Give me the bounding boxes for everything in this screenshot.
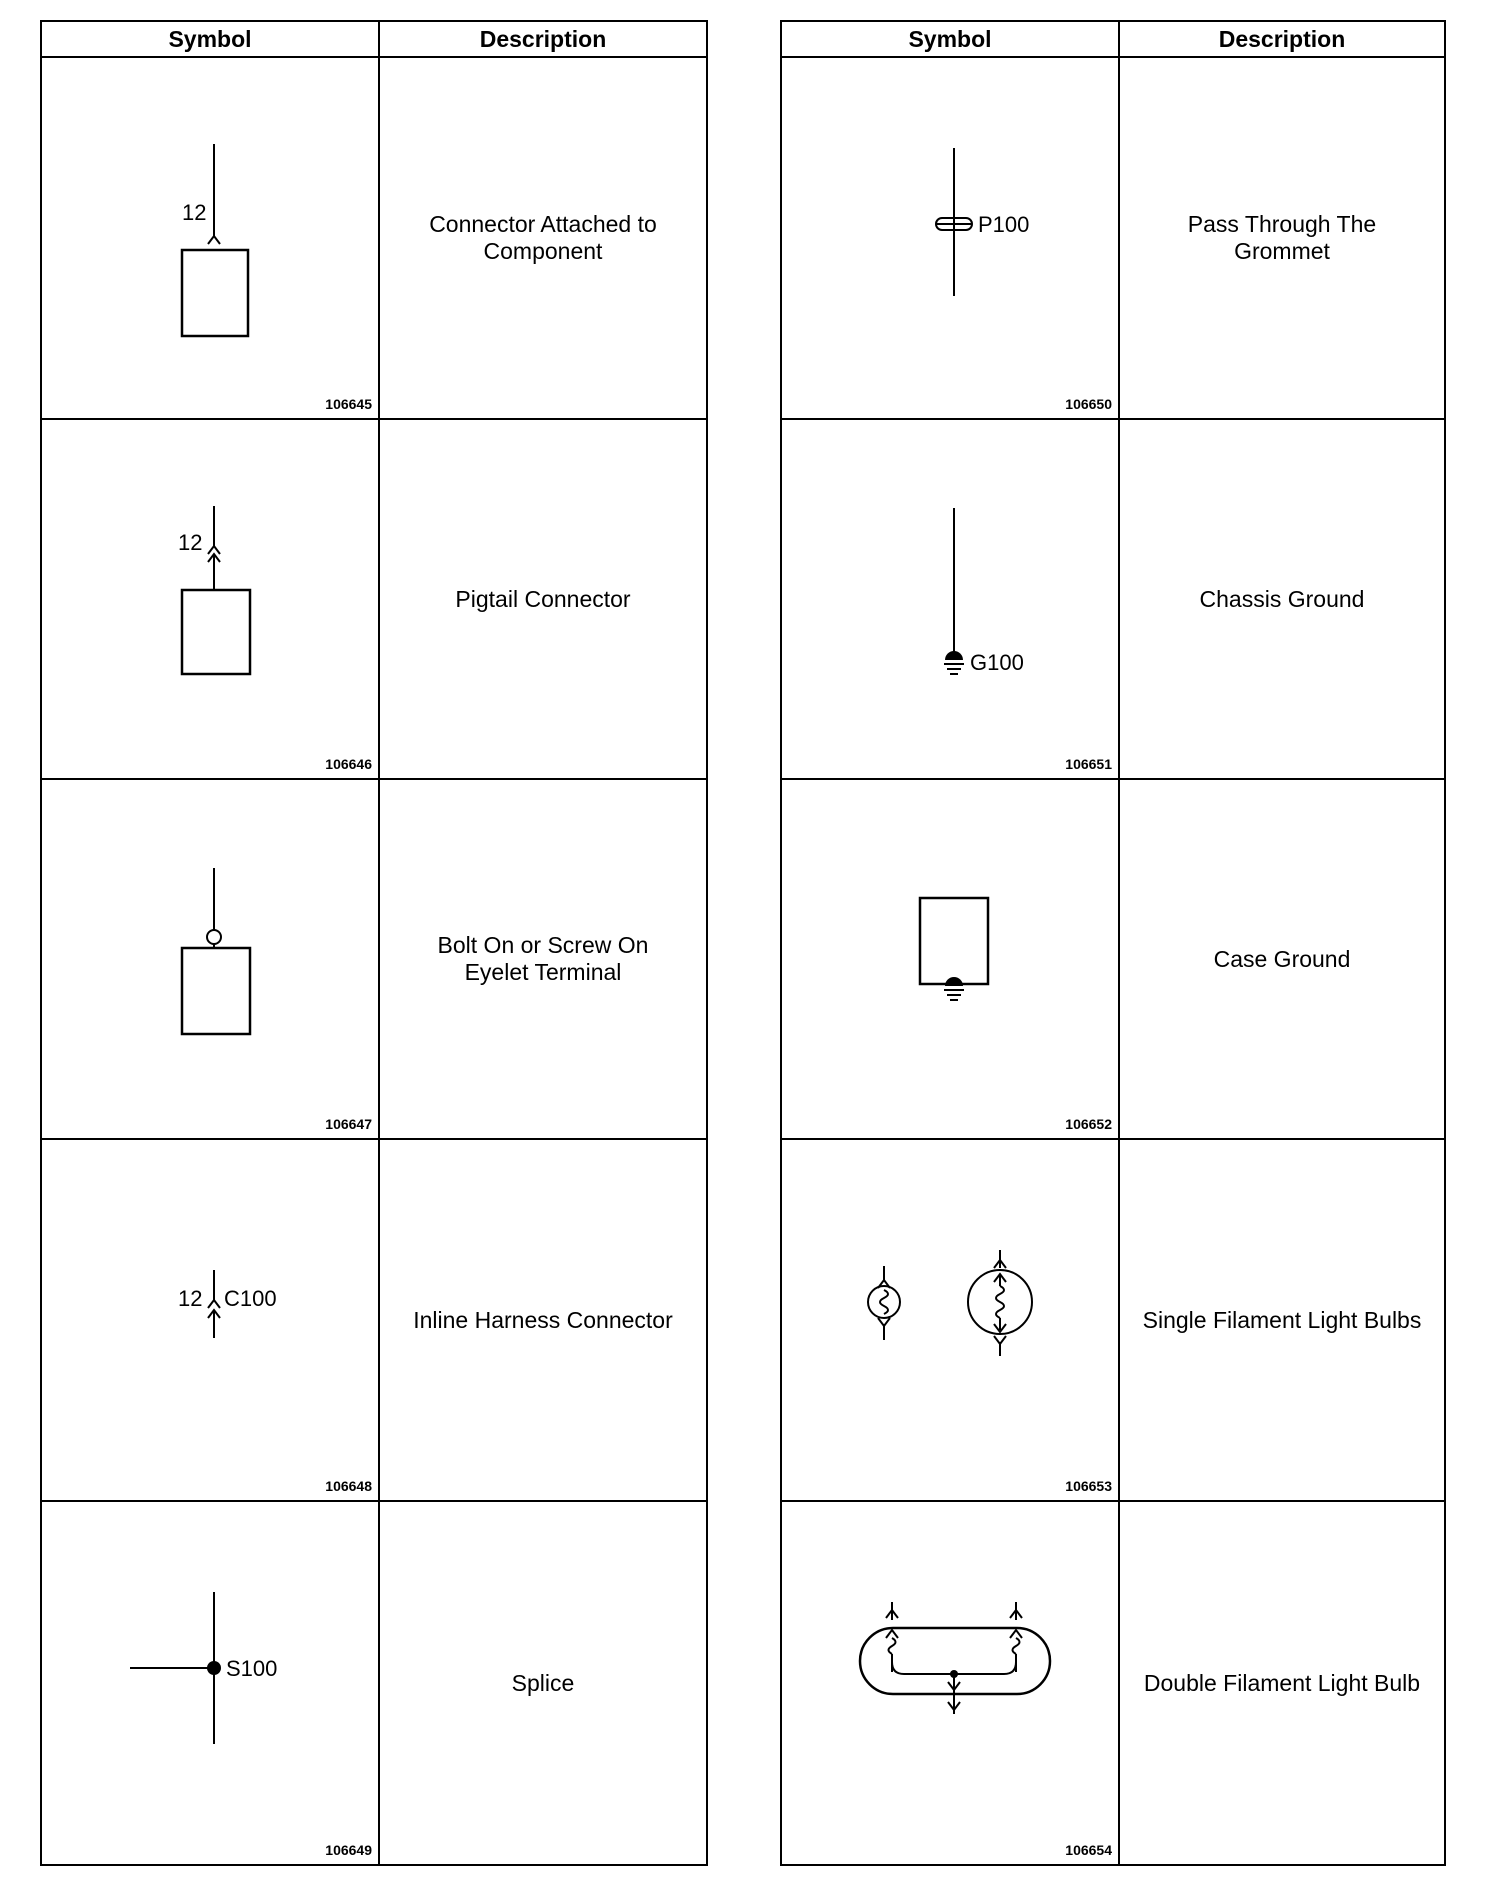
symbol-cell (782, 1140, 1118, 1500)
inline-harness-connector-symbol (42, 1140, 378, 1500)
grommet-id-label: P100 (978, 212, 1030, 237)
table-header (40, 20, 708, 58)
figure-number: 106653 (1065, 1478, 1112, 1494)
symbol-cell (782, 1502, 1118, 1864)
table-row (40, 780, 708, 1140)
figure-number: 106651 (1065, 756, 1112, 772)
symbol-column-header: Symbol (908, 26, 992, 52)
pin-number-label: 12 (178, 1286, 203, 1311)
chassis-ground-symbol (782, 420, 1118, 778)
table-row (40, 58, 708, 420)
description-column-header: Description (1218, 26, 1346, 52)
symbol-cell (782, 420, 1118, 778)
symbol-description: Connector Attached to Component (429, 211, 657, 264)
figure-number: 106652 (1065, 1116, 1112, 1132)
symbol-cell (782, 780, 1118, 1138)
figure-number: 106646 (325, 756, 372, 772)
symbol-cell (782, 58, 1118, 418)
table-row (40, 1140, 708, 1502)
figure-number: 106650 (1065, 396, 1112, 412)
symbol-description: Inline Harness Connector (413, 1306, 673, 1333)
table-row (780, 1502, 1446, 1866)
symbol-cell (42, 420, 378, 778)
symbol-column-header: Symbol (168, 26, 252, 52)
symbol-description: Case Ground (1213, 945, 1351, 972)
symbol-description: Single Filament Light Bulbs (1142, 1306, 1422, 1333)
pigtail-connector-symbol (42, 420, 378, 778)
symbol-table-left (40, 20, 708, 1866)
single-filament-bulbs-symbol (782, 1140, 1118, 1500)
symbol-description: Splice (511, 1669, 575, 1696)
symbol-description: Pass Through The Grommet (1187, 211, 1377, 264)
figure-number: 106645 (325, 396, 372, 412)
case-ground-symbol (782, 780, 1118, 1138)
table-row (780, 58, 1446, 420)
table-row (780, 1140, 1446, 1502)
figure-number: 106648 (325, 1478, 372, 1494)
grommet-symbol (782, 58, 1118, 418)
double-filament-bulb-symbol (782, 1502, 1118, 1864)
symbol-description: Double Filament Light Bulb (1143, 1669, 1421, 1696)
symbol-cell (42, 1140, 378, 1500)
symbol-table-right (780, 20, 1446, 1866)
symbol-description: Bolt On or Screw On Eyelet Terminal (437, 932, 649, 985)
pin-number-label: 12 (182, 200, 207, 225)
table-header (780, 20, 1446, 58)
symbol-description: Chassis Ground (1199, 585, 1365, 612)
connector-id-label: C100 (224, 1286, 277, 1311)
eyelet-terminal-symbol (42, 780, 378, 1138)
table-row (40, 420, 708, 780)
connector-attached-symbol (42, 58, 378, 418)
description-column-header: Description (479, 26, 607, 52)
splice-id-label: S100 (226, 1656, 278, 1681)
ground-id-label: G100 (970, 650, 1024, 675)
figure-number: 106654 (1065, 1842, 1112, 1858)
pin-number-label: 12 (178, 530, 203, 555)
table-row (40, 1502, 708, 1866)
table-row (780, 780, 1446, 1140)
symbol-cell (42, 780, 378, 1138)
symbol-cell (42, 1502, 378, 1864)
figure-number: 106649 (325, 1842, 372, 1858)
table-row (780, 420, 1446, 780)
splice-symbol (42, 1502, 378, 1864)
symbol-description: Pigtail Connector (455, 585, 631, 612)
figure-number: 106647 (325, 1116, 372, 1132)
symbol-cell (42, 58, 378, 418)
